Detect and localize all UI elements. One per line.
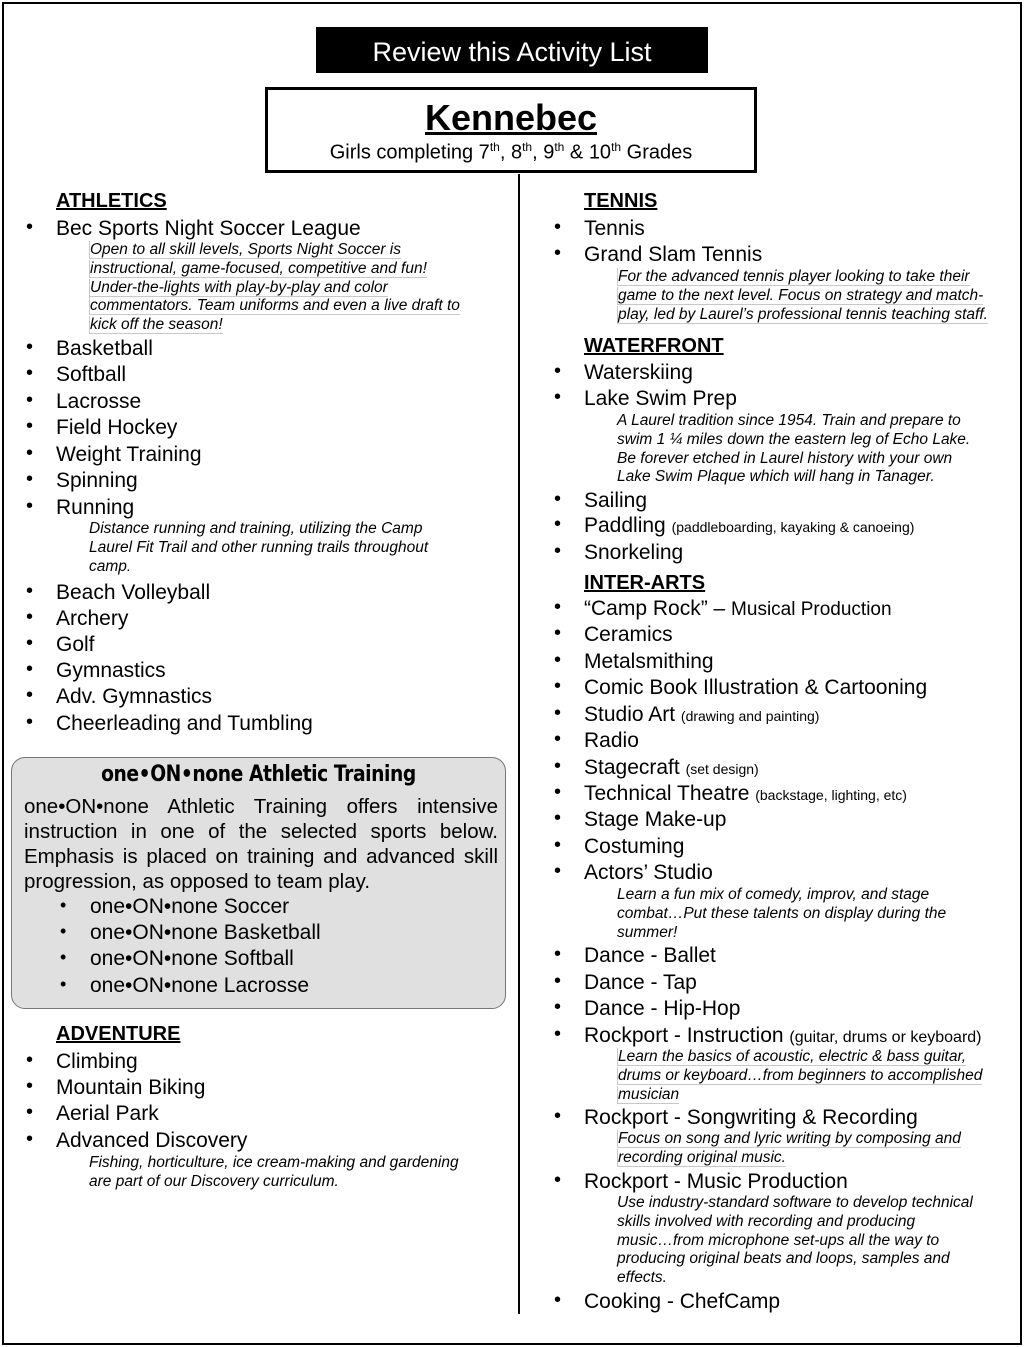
production-description: Use industry-standard software to develop technical skills involved with recording and producing music…from microphone set-ups all the way to producing original beats and loops, samples and effects. [617, 1194, 973, 1287]
list-item: • one•ON•none Softball [90, 947, 294, 971]
list-item: • Field Hockey [56, 416, 177, 440]
list-item: • Actors’ Studio [584, 861, 713, 885]
list-item: • Cheerleading and Tumbling [56, 712, 313, 736]
list-item: • Grand Slam Tennis [584, 243, 762, 267]
grand-slam-description: For the advanced tennis player looking to take their game to the next level. Focus on strategy and match- play, led by Laurel’s professional tennis teaching staff. [618, 268, 988, 323]
list-item: • Mountain Biking [56, 1076, 205, 1100]
list-item: • Gymnastics [56, 659, 166, 683]
list-item: • Spinning [56, 469, 138, 493]
list-item: • Waterskiing [584, 361, 693, 385]
instruction-description: Learn the basics of acoustic, electric & bass guitar, drums or keyboard…from beginners to accomplished musician [618, 1048, 983, 1103]
list-item: • Technical Theatre (backstage, lighting, etc) [584, 782, 907, 806]
discovery-description: Fishing, horticulture, ice cream-making and gardening are part of our Discovery curriculum. [89, 1154, 459, 1190]
tennis-heading: TENNIS [584, 190, 658, 212]
list-item: • one•ON•none Basketball [90, 921, 321, 945]
list-item: • Costuming [584, 835, 684, 859]
interarts-heading: INTER-ARTS [584, 572, 706, 594]
list-item: • one•ON•none Soccer [90, 895, 289, 919]
list-item: • Basketball [56, 337, 153, 361]
list-item: • Comic Book Illustration & Cartooning [584, 676, 927, 700]
camp-name: Kennebec [424, 97, 598, 138]
list-item: • Lacrosse [56, 390, 141, 414]
list-item: • Golf [56, 633, 95, 657]
list-item: • Radio [584, 729, 639, 753]
adventure-heading: ADVENTURE [56, 1023, 181, 1045]
list-item: • Softball [56, 363, 126, 387]
list-item: • “Camp Rock” – Musical Production [584, 597, 892, 621]
review-banner: Review this Activity List [316, 27, 708, 73]
soccer-description: Open to all skill levels, Sports Night Soccer is instructional, game-focused, competitive and fun! Under-the-lights with play-by-play and color commentators. Team uniforms and even a live draft to kick off the season! [90, 241, 460, 334]
list-item: • Dance - Tap [584, 971, 697, 995]
training-body: one•ON•none Athletic Training offers intensive instruction in one of the selected sports below. Emphasis is placed on training and advanced skill progression, as opposed to team play. [24, 795, 498, 893]
list-item: • Climbing [56, 1050, 138, 1074]
list-item: • Weight Training [56, 443, 202, 467]
actors-description: Learn a fun mix of comedy, improv, and stage combat…Put these talents on display during the summer! [617, 886, 947, 941]
list-item: • Dance - Hip-Hop [584, 997, 740, 1021]
grades-subtitle: Girls completing 7th, 8th, 9th & 10th Grades [329, 140, 693, 164]
column-divider [518, 174, 520, 1314]
list-item: • Rockport - Instruction (guitar, drums or keyboard) [584, 1024, 982, 1048]
waterfront-heading: WATERFRONT [584, 335, 724, 357]
list-item: • Beach Volleyball [56, 581, 210, 605]
athletic-training-box [11, 757, 506, 1009]
running-description: Distance running and training, utilizing the Camp Laurel Fit Trail and other running trails throughout camp. [89, 520, 429, 575]
list-item: • Bec Sports Night Soccer League [56, 217, 361, 241]
songwriting-description: Focus on song and lyric writing by composing and recording original music. [618, 1130, 961, 1166]
list-item: • Adv. Gymnastics [56, 685, 212, 709]
list-item: • Sailing [584, 489, 647, 513]
list-item: • Snorkeling [584, 541, 683, 565]
list-item: • Studio Art (drawing and painting) [584, 703, 819, 727]
list-item: • Rockport - Songwriting & Recording [584, 1106, 918, 1130]
list-item: • Rockport - Music Production [584, 1170, 848, 1194]
training-title: one•ON•none Athletic Training [101, 762, 416, 787]
list-item: • Metalsmithing [584, 650, 714, 674]
swim-description: A Laurel tradition since 1954. Train and prepare to swim 1 ¼ miles down the eastern leg of Echo Lake. Be forever etched in Laurel history with your own Lake Swim Plaque which will hang in Tanager. [617, 412, 971, 486]
list-item: • Ceramics [584, 623, 673, 647]
list-item: • Dance - Ballet [584, 944, 716, 968]
list-item: • one•ON•none Lacrosse [90, 974, 309, 998]
list-item: • Archery [56, 607, 128, 631]
title-box [265, 87, 757, 173]
list-item: • Stagecraft (set design) [584, 756, 759, 780]
list-item: • Paddling (paddleboarding, kayaking & canoeing) [584, 514, 914, 538]
list-item: • Running [56, 496, 134, 520]
list-item: • Advanced Discovery [56, 1129, 247, 1153]
athletics-heading: ATHLETICS [56, 190, 167, 212]
list-item: • Cooking - ChefCamp [584, 1290, 780, 1314]
list-item: • Tennis [584, 217, 645, 241]
list-item: • Stage Make-up [584, 808, 726, 832]
list-item: • Aerial Park [56, 1102, 159, 1126]
list-item: • Lake Swim Prep [584, 387, 737, 411]
